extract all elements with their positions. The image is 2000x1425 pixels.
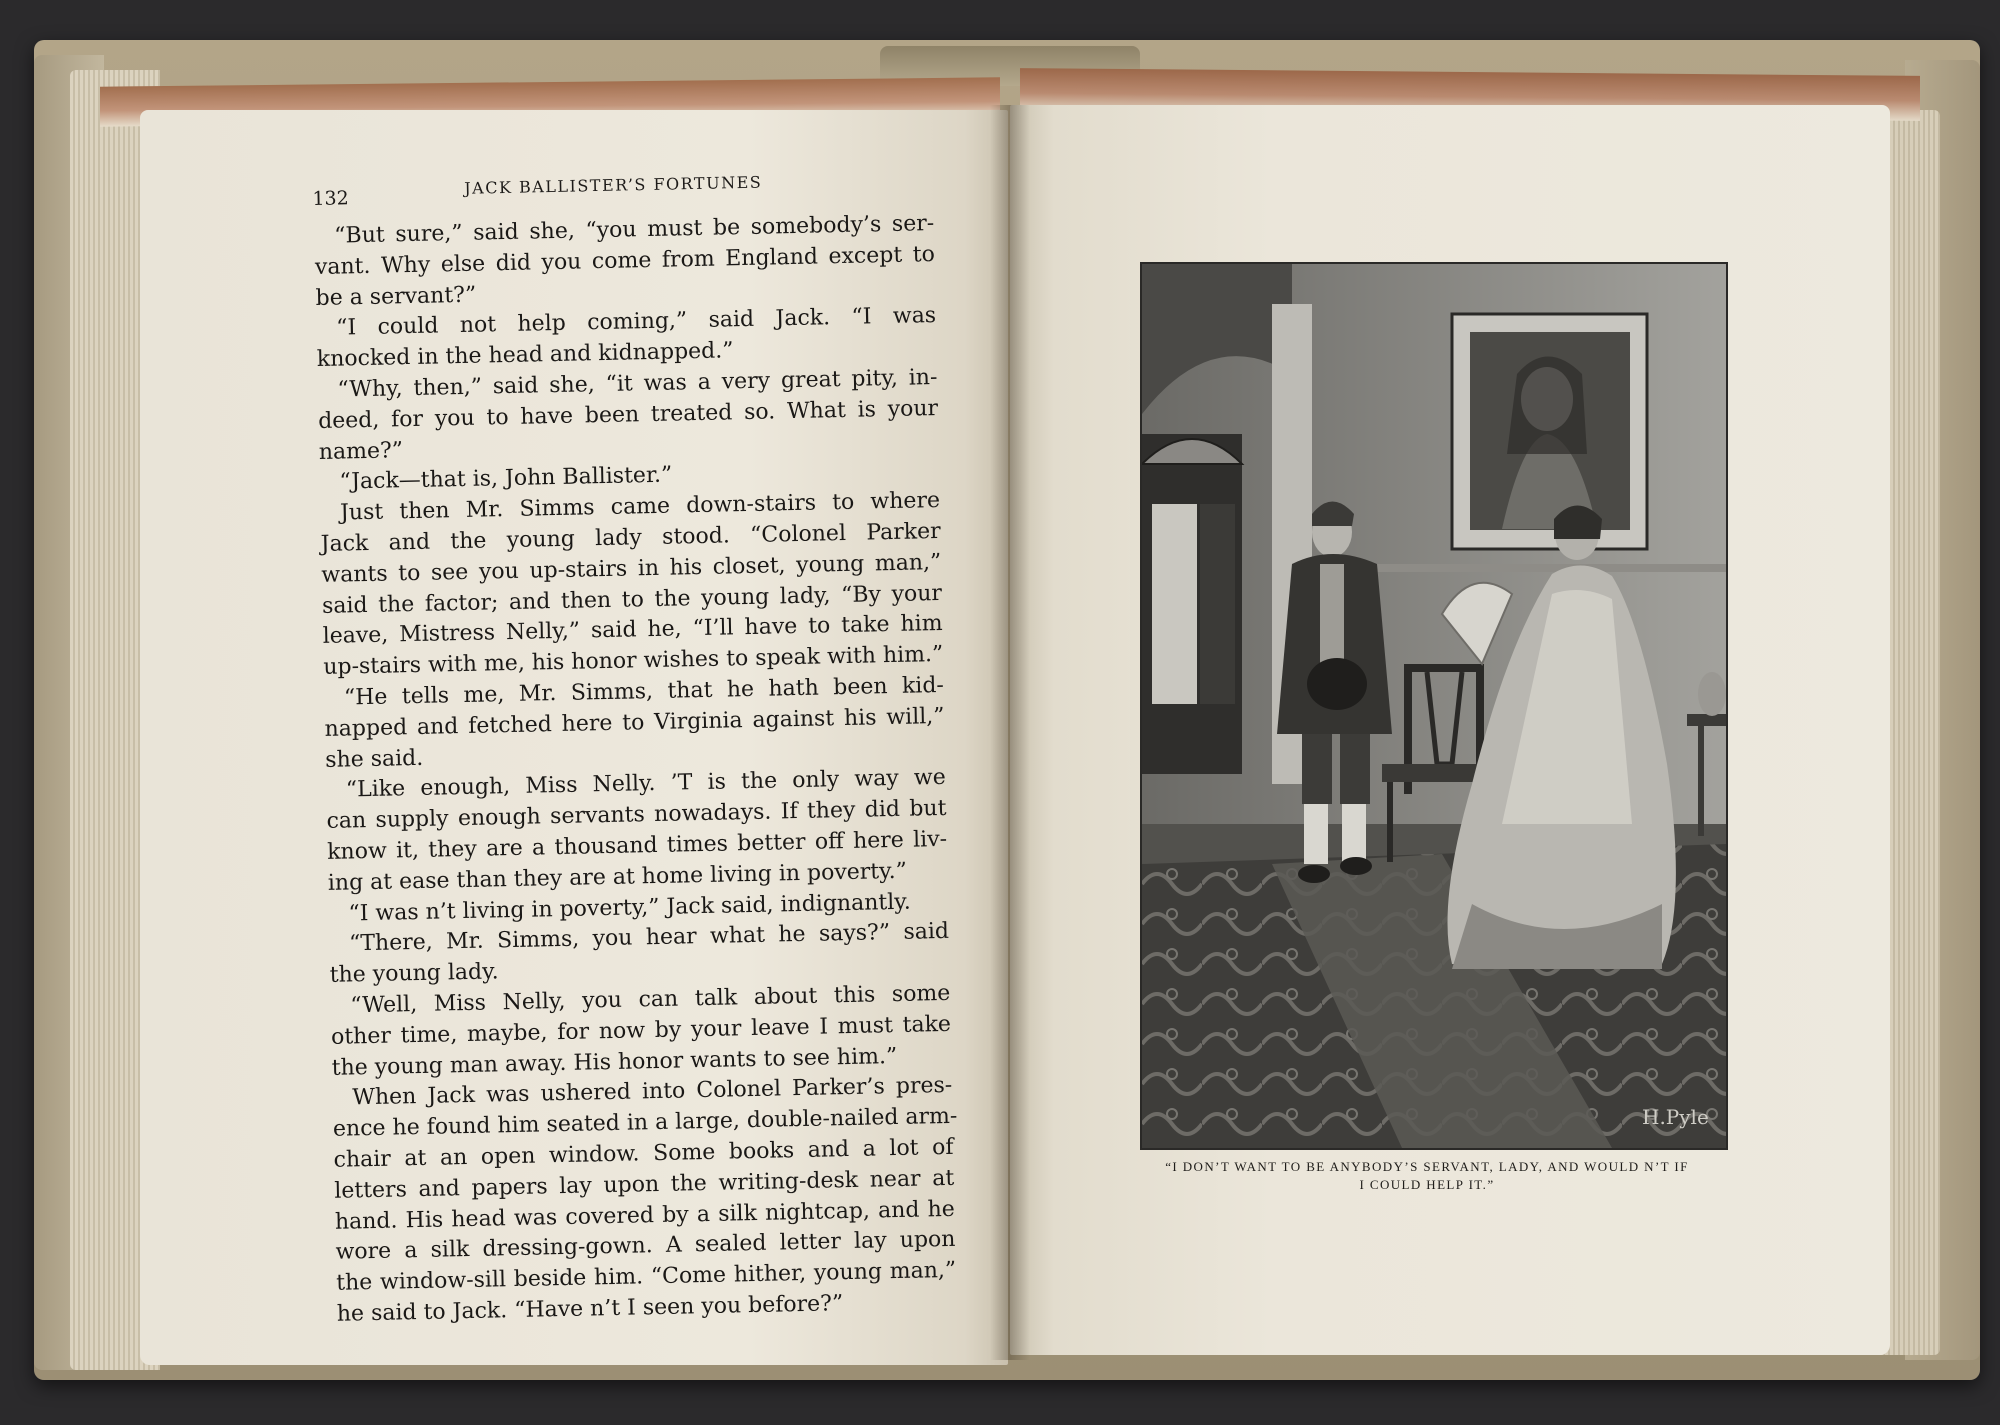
text-line: knocked in the head and kidnapped.” — [316, 338, 734, 373]
text-line: said the factor; and then to the young lady, “By your — [321, 580, 943, 619]
text-line: “He tells me, Mr. Simms, that he hath been kid- — [343, 672, 945, 711]
text-line: napped and fetched here to Virginia against his will,” — [324, 703, 945, 742]
text-line: vant. Why else did you come from England except to — [314, 241, 936, 280]
text-line: “Like enough, Miss Nelly. ’T is the only way we — [345, 765, 947, 803]
text-line: “I could not help coming,” said Jack. “I was — [335, 303, 937, 341]
running-head: JACK BALLISTER’S FORTUNES — [464, 172, 763, 198]
caption-line-1: “I DON’T WANT TO BE ANYBODY’S SERVANT, LADY, AND WOULD N’T IF — [1165, 1159, 1689, 1174]
text-line: other time, maybe, for now by your leave I must take — [330, 1011, 952, 1050]
illustration-caption — [1128, 1158, 1726, 1194]
text-line: “I was n’t living in poverty,” Jack said, indignantly. — [348, 889, 911, 926]
text-line: deed, for you to have been treated so. What is your — [317, 395, 939, 434]
text-line: the window-sill beside him. “Come hither, young man,” — [335, 1257, 957, 1296]
illustration-signature: H.Pyle — [1642, 1105, 1709, 1129]
illustration-art — [1142, 264, 1726, 1148]
text-line: wore a silk dressing-gown. A sealed letter lay upon — [335, 1227, 956, 1266]
text-line: “There, Mr. Simms, you hear what he says?” said — [348, 919, 950, 957]
text-line: the young man away. His honor wants to see him.” — [331, 1043, 898, 1081]
page-number: 132 — [312, 187, 349, 210]
text-line: know it, they are a thousand times better off here liv- — [326, 826, 948, 865]
text-line: can supply enough servants nowadays. If they did but — [326, 796, 947, 835]
text-line: “Why, then,” said she, “it was a very great pity, in- — [337, 364, 938, 403]
text-line: When Jack was ushered into Colonel Parker’s pres- — [352, 1073, 953, 1111]
book-gutter — [990, 105, 1030, 1360]
text-line: “Well, Miss Nelly, you can talk about this some — [350, 980, 951, 1019]
text-line: name?” — [318, 437, 404, 465]
text-line: ing at ease than they are at home living in poverty.” — [327, 858, 908, 896]
text-line: she said. — [325, 745, 424, 773]
text-line: “Jack—that is, John Ballister.” — [339, 462, 673, 495]
caption-line-2: I COULD HELP IT.” — [1359, 1177, 1495, 1192]
text-line: Jack and the young lady stood. “Colonel Parker — [320, 518, 941, 557]
text-line: up-stairs with me, his honor wishes to speak with him.” — [323, 642, 944, 681]
text-line: chair at an open window. Some books and a lot of — [333, 1134, 954, 1173]
body-text — [314, 209, 957, 1330]
text-line: wants to see you up-stairs in his closet, young man,” — [321, 549, 942, 588]
text-line: hand. His head was covered by a silk nightcap, and he — [334, 1196, 956, 1235]
text-line: leave, Mistress Nelly,” said he, “I’ll have to take him — [322, 611, 943, 650]
text-line: letters and papers lay upon the writing-desk near at — [334, 1165, 955, 1204]
text-line: be a servant?” — [315, 282, 477, 311]
text-line: Just then Mr. Simms came down-stairs to where — [339, 488, 941, 526]
text-line: the young lady. — [329, 959, 499, 988]
text-line: ence he found him seated in a large, double-nailed arm- — [332, 1103, 958, 1142]
text-line: “But sure,” said she, “you must be somebody’s ser- — [334, 211, 935, 249]
engraving-illustration — [1140, 262, 1728, 1150]
text-line: he said to Jack. “Have n’t I seen you before?” — [336, 1291, 844, 1327]
